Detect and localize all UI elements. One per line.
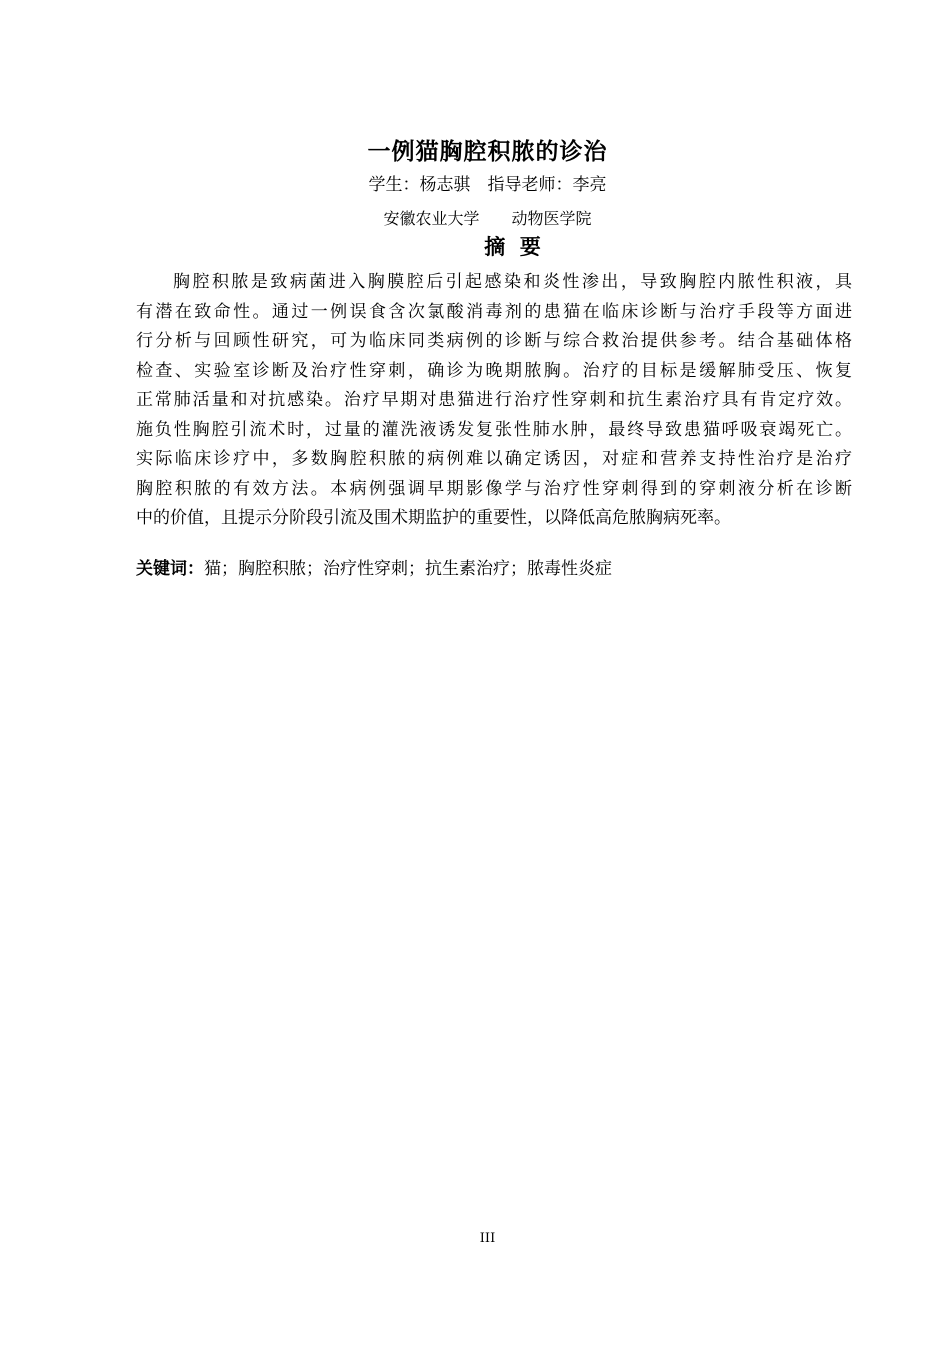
abstract-line: 施负性胸腔引流术时，过量的灌洗液诱发复张性肺水肿，最终导致患猫呼吸衰竭死亡。 [136,419,852,440]
abstract-line: 胸腔积脓的有效方法。本病例强调早期影像学与治疗性穿刺得到的穿刺液分析在诊断 [136,478,852,499]
keywords-text: 猫；胸腔积脓；治疗性穿刺；抗生素治疗；脓毒性炎症 [204,559,612,579]
abstract-body [136,268,852,534]
keywords-line [136,555,852,584]
abstract-heading: 摘 要 [484,235,541,259]
abstract-line: 实际临床诊疗中，多数胸腔积脓的病例难以确定诱因，对症和营养支持性治疗是治疗 [136,449,852,469]
keywords-label: 关键词： [136,559,204,579]
paper-title: 一例猫胸腔积脓的诊治 [367,139,608,165]
authors-line: 学生：杨志骐 指导老师：李亮 [368,175,607,195]
abstract-line: 正常肺活量和对抗感染。治疗早期对患猫进行治疗性穿刺和抗生素治疗具有肯定疗效。 [136,390,852,410]
abstract-line: 胸腔积脓是致病菌进入胸膜腔后引起感染和炎性渗出，导致胸腔内脓性积液，具 [173,272,852,292]
affiliation-line: 安徽农业大学 动物医学院 [383,209,592,228]
page-number: III [479,1231,496,1246]
abstract-line: 行分析与回顾性研究，可为临床同类病例的诊断与综合救治提供参考。结合基础体格 [136,331,852,351]
abstract-line: 检查、实验室诊断及治疗性穿刺，确诊为晚期脓胸。治疗的目标是缓解肺受压、恢复 [136,360,852,381]
abstract-line: 有潜在致命性。通过一例误食含次氯酸消毒剂的患猫在临床诊断与治疗手段等方面进 [136,301,852,322]
abstract-line: 中的价值，且提示分阶段引流及围术期监护的重要性，以降低高危脓胸病死率。 [136,508,731,528]
